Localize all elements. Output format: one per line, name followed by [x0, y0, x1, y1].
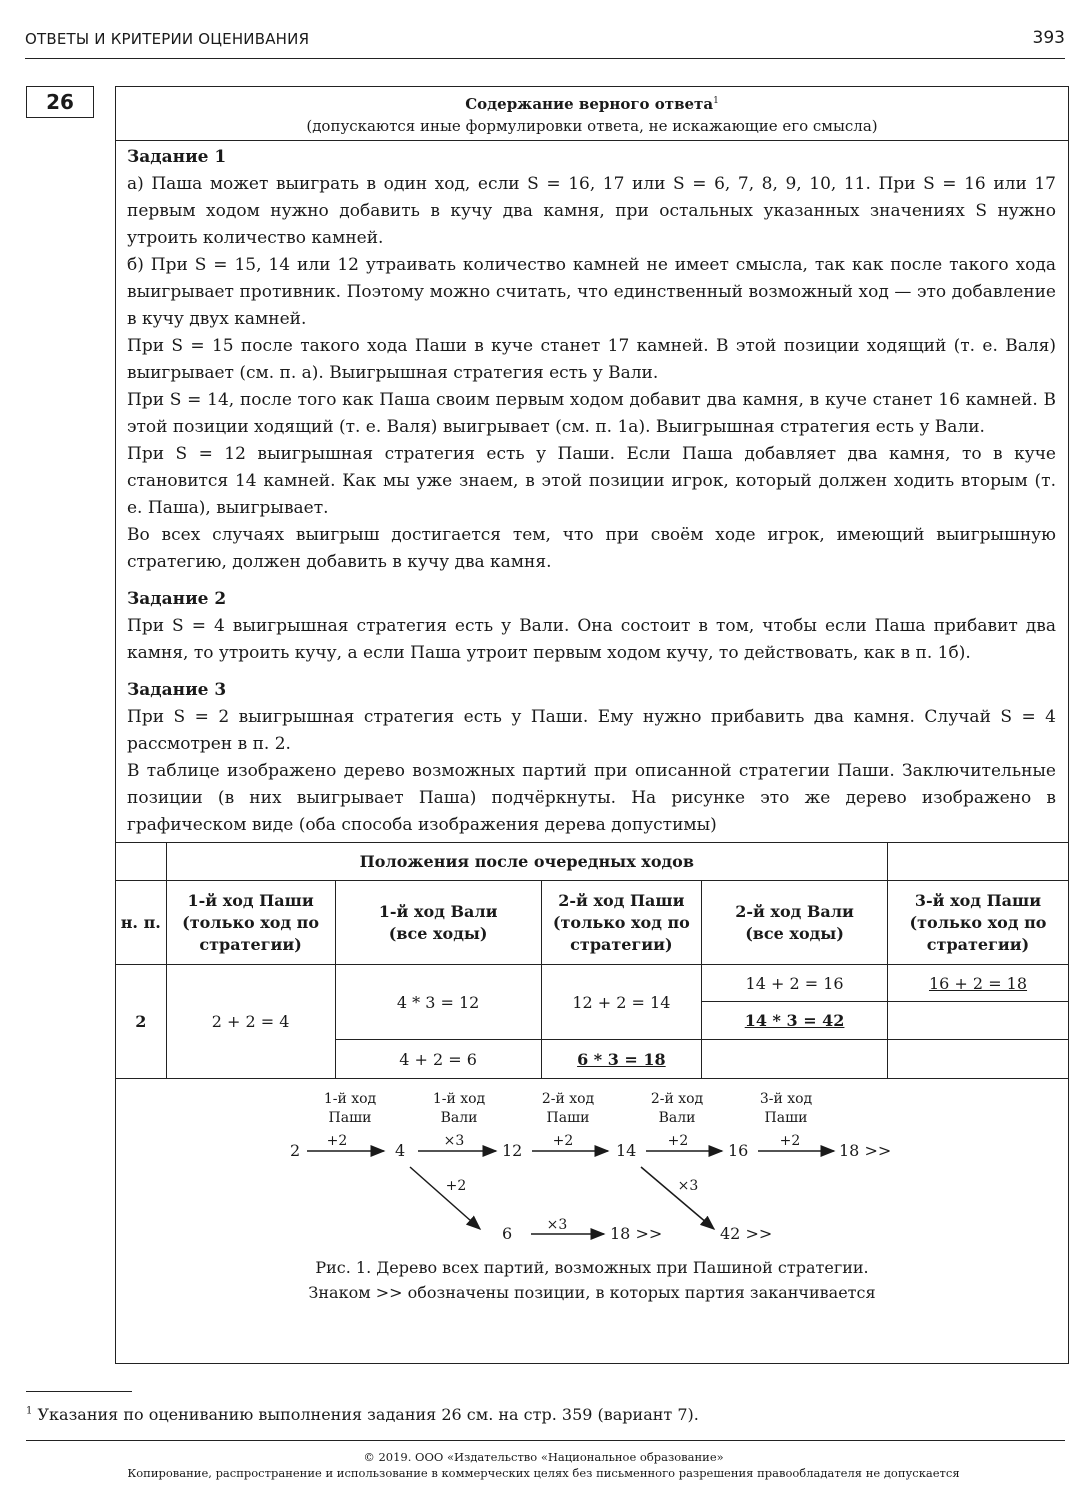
footnote-mark: 1 [26, 1405, 33, 1417]
answer-box-header [116, 87, 1068, 141]
move-label: 1-й ход [323, 1091, 377, 1107]
col-header-valya1: 1-й ход Вали (все ходы) [335, 881, 541, 965]
footer-notice: Копирование, распространение и использование в коммерческих целях без письменного разрешения правообладателя не допускается [127, 1466, 960, 1480]
cell-valya2-b-text: 14 * 3 = 42 [744, 1011, 845, 1030]
caption-line-2: Знаком >> обозначены позиции, в которых партия заканчивается [308, 1283, 876, 1302]
cell-valya1-a-text: 4 * 3 = 12 [396, 992, 480, 1012]
move-label: Паши [328, 1110, 372, 1126]
edge-label: ×3 [677, 1178, 699, 1194]
task1-paragraph: б) При S = 15, 14 или 12 утраивать количество камней не имеет смысла, так как после такого хода выигрывает противник. Поэтому можно считать, что единственный возможный ход — это добавление в кучу двух камней. [127, 255, 1056, 329]
cell-pasha3-b [888, 1002, 1068, 1040]
cell-pasha2-b-text: 6 * 3 = 18 [577, 1049, 666, 1069]
edge-label: +2 [667, 1133, 689, 1149]
col-header-pasha3: 3-й ход Паши (только ход по стратегии) [888, 881, 1068, 965]
game-tree-svg [116, 1079, 1068, 1259]
answer-title: Содержание верного ответа [465, 95, 714, 113]
tree-node: 18 >> [610, 1224, 663, 1243]
tree-node: 18 >> [839, 1141, 892, 1160]
task2-title: Задание 2 [127, 589, 227, 609]
move-label: Паши [764, 1110, 808, 1126]
task1-title: Задание 1 [127, 147, 227, 167]
cell-pasha2-a: 12 + 2 = 14 [541, 965, 701, 1040]
cell-valya1-b: 4 + 2 = 6 [335, 1040, 541, 1079]
table-row-np: 2 [116, 965, 166, 1079]
cell-valya1-a [335, 965, 541, 1040]
edge-label: ×3 [546, 1217, 568, 1233]
tree-node: 12 [502, 1141, 523, 1160]
tree-edge [641, 1167, 714, 1229]
edge-label: +2 [445, 1178, 467, 1194]
running-title: ОТВЕТЫ И КРИТЕРИИ ОЦЕНИВАНИЯ [25, 30, 310, 48]
task3-paragraph: В таблице изображено дерево возможных партий при описанной стратегии Паши. Заключительные позиции (в них выигрывает Паша) подчёркнуты. На рисунке это же дерево изображено в графическом виде (оба способа изображения дерева допустимы) [127, 761, 1056, 835]
edge-label: +2 [326, 1133, 348, 1149]
edge-label: ×3 [443, 1133, 465, 1149]
answer-box [115, 86, 1069, 1364]
cell-valya2-b [702, 1002, 888, 1040]
move-label: Вали [658, 1110, 696, 1126]
move-label: Паши [546, 1110, 590, 1126]
caption-line-1: Рис. 1. Дерево всех партий, возможных при Пашиной стратегии. [315, 1258, 869, 1277]
answer-text [116, 141, 1068, 839]
game-tree-diagram [116, 1079, 1068, 1311]
tree-node: 2 [290, 1141, 301, 1160]
footer-copyright: © 2019. ООО «Издательство «Национальное образование» [363, 1450, 724, 1464]
task1-paragraph: При S = 15 после такого хода Паши в куче станет 17 камней. В этой позиции ходящий (т. е. Валя) выигрывает (см. п. а). Выигрышная стратегия есть у Вали. [127, 336, 1056, 383]
edge-label: +2 [779, 1133, 801, 1149]
moves-table [116, 842, 1068, 1079]
answer-box-subtitle: (допускаются иные формулировки ответа, не искажающие его смысла) [306, 117, 878, 135]
cell-pasha3-a-text: 16 + 2 = 18 [928, 973, 1028, 993]
footnote-rule [26, 1391, 132, 1392]
cell-pasha1: 2 + 2 = 4 [166, 965, 335, 1079]
footnote-text: Указания по оцениванию выполнения задания 26 см. на стр. 359 (вариант 7). [37, 1405, 699, 1424]
move-label: 1-й ход [432, 1091, 486, 1107]
header-rule [25, 58, 1065, 59]
footnote [26, 1405, 699, 1424]
tree-node: 16 [728, 1141, 749, 1160]
col-header-valya2: 2-й ход Вали (все ходы) [702, 881, 888, 965]
task-number-box: 26 [26, 86, 94, 118]
task3-title: Задание 3 [127, 680, 227, 700]
task1-paragraph: а) Паша может выиграть в один ход, если S = 16, 17 или S = 6, 7, 8, 9, 10, 11. При S = 16 или 17 первым ходом нужно добавить в кучу два камня, при остальных указанных значениях S нужно утроить количество камней. [127, 174, 1056, 248]
tree-node: 14 [616, 1141, 637, 1160]
tree-node: 6 [502, 1224, 513, 1243]
tree-node: 4 [395, 1141, 406, 1160]
footer-rule [26, 1440, 1065, 1441]
task1-paragraph: При S = 14, после того как Паша своим первым ходом добавит два камня, в куче станет 16 камней. В этой позиции ходящий (т. е. Валя) выигрывает (см. п. 1а). Выигрышная стратегия есть у Вали. [127, 390, 1056, 437]
col-header-np: н. п. [116, 881, 166, 965]
cell-pasha3-a [888, 965, 1068, 1002]
page-number: 393 [1032, 28, 1065, 48]
edge-label: +2 [552, 1133, 574, 1149]
footnote-ref: 1 [713, 96, 719, 106]
task1-paragraph: Во всех случаях выигрыш достигается тем, что при своём ходе игрок, имеющий выигрышную стратегию, должен добавить в кучу два камня. [127, 525, 1056, 572]
col-header-pasha2: 2-й ход Паши (только ход по стратегии) [541, 881, 701, 965]
answer-box-title [116, 90, 1068, 115]
tree-edge [410, 1167, 480, 1229]
figure-caption [116, 1255, 1068, 1305]
col-header-pasha1: 1-й ход Паши (только ход по стратегии) [166, 881, 335, 965]
tree-node: 42 >> [720, 1224, 773, 1243]
move-label: 3-й ход [759, 1091, 813, 1107]
cell-pasha3-c [888, 1040, 1068, 1079]
cell-valya2-c [702, 1040, 888, 1079]
move-label: 2-й ход [541, 1091, 595, 1107]
cell-valya2-a: 14 + 2 = 16 [702, 965, 888, 1002]
task2-paragraph: При S = 4 выигрышная стратегия есть у Вали. Она состоит в том, чтобы если Паша прибавит два камня, то утроить кучу, а если Паша утроит первым ходом кучу, то действовать, как в п. 1б). [127, 616, 1056, 663]
table-corner-cell [116, 843, 166, 881]
cell-pasha2-b [541, 1040, 701, 1079]
table-empty-header [888, 843, 1068, 881]
task1-paragraph: При S = 12 выигрышная стратегия есть у Паши. Если Паша добавляет два камня, то в куче становится 14 камней. Как мы уже знаем, в этой позиции игрок, который должен ходить вторым (т. е. Паша), выигрывает. [127, 444, 1056, 518]
move-label: Вали [440, 1110, 478, 1126]
task3-paragraph: При S = 2 выигрышная стратегия есть у Паши. Ему нужно прибавить два камня. Случай S = 4 рассмотрен в п. 2. [127, 707, 1056, 754]
move-label: 2-й ход [650, 1091, 704, 1107]
table-group-header: Положения после очередных ходов [166, 843, 887, 881]
